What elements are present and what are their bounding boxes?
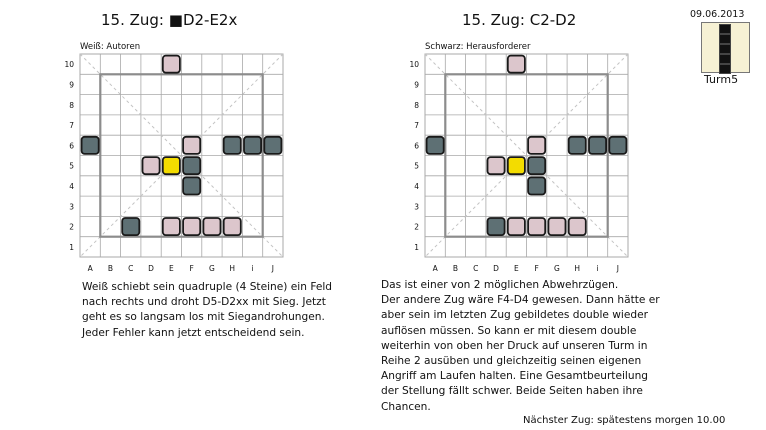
tower-box [701, 22, 750, 73]
row-label: 2 [414, 222, 419, 232]
stone-light-e10 [163, 56, 180, 73]
row-label: 9 [414, 80, 419, 90]
commentary-line: Weiß schiebt sein quadruple (4 Steine) ein Feld [82, 281, 333, 293]
stone-dark-a6 [427, 137, 444, 154]
row-label: 7 [69, 121, 74, 131]
row-label: 8 [69, 100, 74, 110]
stone-light-d5 [488, 157, 505, 174]
column-label: A [432, 264, 438, 273]
commentary-line: weiterhin von oben her Druck auf unseren Turm in [381, 339, 648, 352]
column-label: D [493, 264, 499, 273]
stone-dark-f4 [183, 177, 200, 194]
stone-light-d5 [143, 157, 160, 174]
row-label: 7 [414, 121, 419, 131]
left-move-title-prefix: 15. Zug: [101, 11, 169, 29]
stone-dark-h6 [224, 137, 241, 154]
commentary-line: nach rechts und droht D5-D2xx mit Sieg. Jetzt [82, 296, 326, 309]
left-player-label: Weiß: Autoren [80, 42, 141, 52]
column-label: i [596, 264, 599, 273]
stone-dark-f5 [183, 157, 200, 174]
commentary-line: Angriff am Laufen halten. Eine Gesamtbeurteilung [381, 370, 649, 383]
column-label: H [574, 264, 581, 273]
commentary-line: Der andere Zug wäre F4-D4 gewesen. Dann hätte er [381, 294, 660, 307]
row-label: 3 [69, 202, 74, 212]
commentary-line: Chancen. [381, 400, 431, 413]
column-label: E [168, 264, 174, 273]
stone-dark-h6 [569, 137, 586, 154]
column-label: H [229, 264, 236, 273]
column-label: J [616, 264, 619, 273]
row-label: 4 [414, 181, 419, 191]
left-move-notation: D2-E2x [182, 11, 238, 29]
row-label: 3 [414, 202, 419, 212]
stone-light-e2 [163, 218, 180, 235]
stone-light-h2 [569, 218, 586, 235]
column-label: B [452, 264, 459, 273]
stone-light-h2 [224, 218, 241, 235]
column-label: F [534, 264, 539, 273]
right-game-board [409, 52, 631, 274]
row-label: 5 [69, 161, 74, 171]
column-label: A [87, 264, 93, 273]
tower-segment [719, 54, 731, 64]
column-label: G [209, 264, 215, 273]
commentary-line: auflösen müssen. So kann er mit diesem double [381, 324, 637, 337]
stone-dark-f5 [528, 157, 545, 174]
stone-light-g2 [548, 218, 565, 235]
column-label: J [271, 264, 274, 273]
row-label: 1 [69, 242, 74, 252]
tower-label: Turm5 [704, 73, 739, 86]
tower-segment [719, 44, 731, 54]
next-move-notice: Nächster Zug: spätestens morgen 10.00 [523, 415, 726, 426]
row-label: 6 [414, 141, 419, 151]
row-label: 9 [69, 80, 74, 90]
right-move-title: 15. Zug: C2-D2 [462, 11, 577, 29]
commentary-line: Das ist einer von 2 möglichen Abwehrzügen. [381, 279, 619, 291]
left-commentary [82, 280, 332, 341]
row-label: 5 [414, 161, 419, 171]
column-label: B [107, 264, 114, 273]
column-label: i [251, 264, 254, 273]
stone-light-e2 [508, 218, 525, 235]
column-label: F [189, 264, 194, 273]
commentary-line: aber sein im letzten Zug gebildetes double wieder [381, 309, 648, 322]
stone-dark-i6 [244, 137, 261, 154]
stone-light-f6 [528, 137, 545, 154]
row-label: 1 [414, 242, 419, 252]
column-label: C [473, 264, 479, 273]
stone-yellow-e5 [163, 157, 180, 174]
stone-dark-f4 [528, 177, 545, 194]
stone-light-f2 [183, 218, 200, 235]
stone-dark-i6 [589, 137, 606, 154]
right-commentary [381, 278, 660, 415]
stone-dark-j6 [264, 137, 281, 154]
row-label: 4 [69, 181, 74, 191]
stone-light-f6 [183, 137, 200, 154]
stone-dark-c2 [122, 218, 139, 235]
stone-light-e10 [508, 56, 525, 73]
stone-light-g2 [203, 218, 220, 235]
row-label: 6 [69, 141, 74, 151]
column-label: D [148, 264, 154, 273]
stone-dark-a6 [82, 137, 99, 154]
square-symbol-icon: ■ [168, 11, 183, 29]
right-player-label: Schwarz: Herausforderer [425, 42, 531, 52]
row-label: 10 [64, 60, 74, 70]
tower-segment [719, 24, 731, 34]
date-label: 09.06.2013 [690, 9, 745, 20]
column-label: G [554, 264, 560, 273]
left-game-board [64, 52, 286, 274]
tower-segment [719, 34, 731, 44]
commentary-line: geht es so langsam los mit Siegandrohungen. [82, 311, 325, 324]
stone-dark-j6 [609, 137, 626, 154]
column-label: C [128, 264, 134, 273]
commentary-line: Jeder Fehler kann jetzt entscheidend sein. [82, 326, 305, 339]
stone-yellow-e5 [508, 157, 525, 174]
row-label: 10 [409, 60, 419, 70]
commentary-line: der Stellung fällt schwer. Beide Seiten haben ihre [381, 385, 643, 398]
row-label: 8 [414, 100, 419, 110]
column-label: E [513, 264, 519, 273]
row-label: 2 [69, 222, 74, 232]
left-move-title [101, 11, 237, 29]
tower-stack-icon [719, 24, 731, 71]
stone-dark-d2 [488, 218, 505, 235]
commentary-line: Reihe 2 ausüben und gleichzeitig seinen eigenen [381, 355, 642, 368]
stone-light-f2 [528, 218, 545, 235]
